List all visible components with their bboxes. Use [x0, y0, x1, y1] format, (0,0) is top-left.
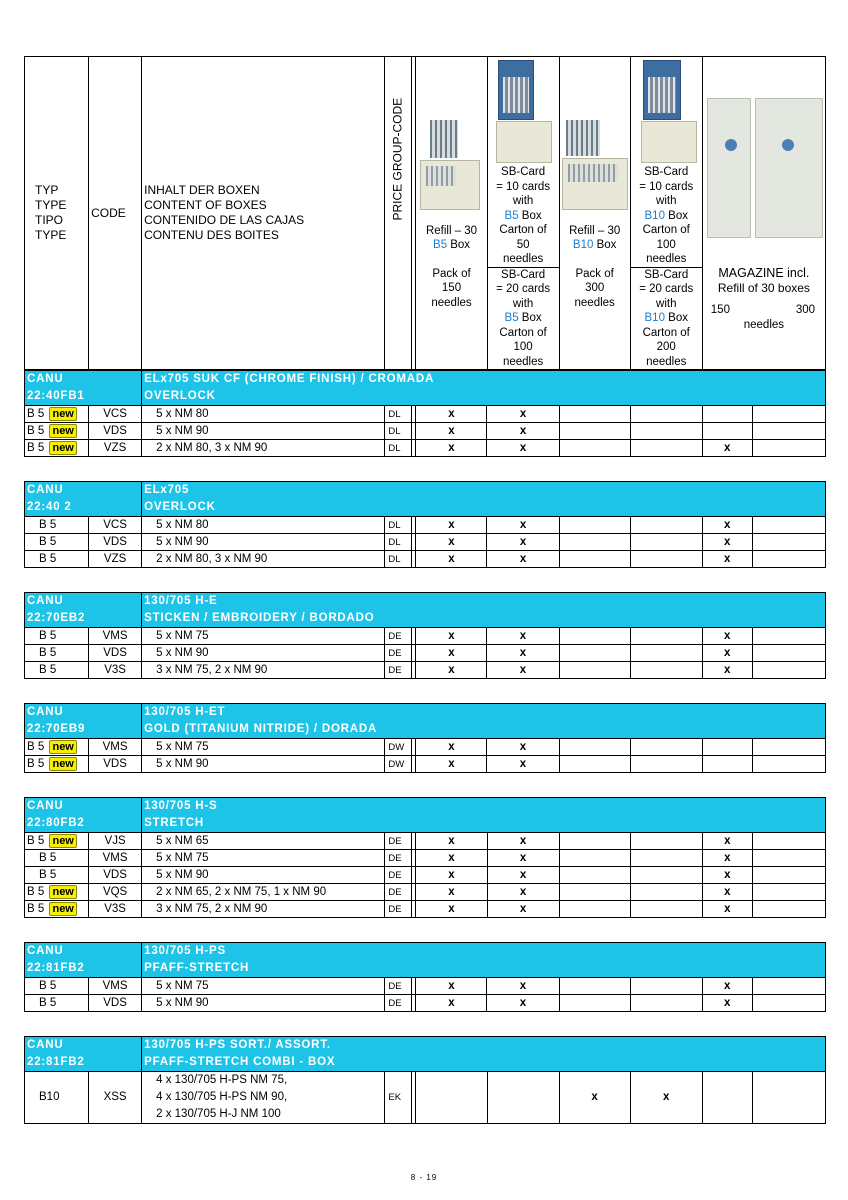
- table-row: [25, 534, 826, 551]
- product-group: [24, 1036, 826, 1124]
- availability-mark: [630, 901, 702, 918]
- price-group-cell: DW: [385, 756, 412, 773]
- availability-mark: [752, 406, 825, 423]
- type-cell: B 5 new: [25, 440, 89, 457]
- type-label-cell: [25, 57, 89, 370]
- availability-mark: x: [487, 440, 559, 457]
- availability-mark: [559, 551, 630, 568]
- content-cell: 5 x NM 90: [142, 423, 385, 440]
- availability-mark: [559, 978, 630, 995]
- availability-mark: [630, 440, 702, 457]
- table-row: [25, 423, 826, 440]
- availability-mark: x: [702, 440, 752, 457]
- availability-mark: [752, 423, 825, 440]
- price-group-cell: DE: [385, 867, 412, 884]
- availability-mark: x: [416, 756, 487, 773]
- table-row: [25, 850, 826, 867]
- availability-mark: x: [416, 406, 487, 423]
- content-cell: 2 x NM 65, 2 x NM 75, 1 x NM 90: [142, 884, 385, 901]
- availability-mark: [752, 901, 825, 918]
- availability-mark: x: [702, 978, 752, 995]
- price-group-cell: DE: [385, 628, 412, 645]
- group-gap: [24, 918, 826, 942]
- content-cell: 5 x NM 75: [142, 628, 385, 645]
- packaging-sb-card-b10: SB-Card = 10 cards with B10 Box Carton of 100 needles SB-Card = 20 cards with B10 Box Carton of 200 needles: [630, 57, 702, 370]
- price-group-cell: DW: [385, 739, 412, 756]
- table-row: [25, 884, 826, 901]
- new-badge: new: [49, 757, 76, 771]
- availability-mark: x: [630, 1072, 702, 1124]
- content-cell: 5 x NM 90: [142, 867, 385, 884]
- availability-mark: x: [416, 551, 487, 568]
- code-cell: VJS: [89, 833, 142, 850]
- availability-mark: [752, 867, 825, 884]
- availability-mark: [416, 1072, 487, 1124]
- group-title: 130/705 H-PS PFAFF-STRETCH: [142, 943, 826, 978]
- availability-mark: [630, 756, 702, 773]
- availability-mark: x: [487, 517, 559, 534]
- price-group-cell: DE: [385, 995, 412, 1012]
- availability-mark: [630, 662, 702, 679]
- code-cell: VDS: [89, 995, 142, 1012]
- table-row: [25, 645, 826, 662]
- packaging-sb-card-b5: SB-Card = 10 cards with B5 Box Carton of 50 needles SB-Card = 20 cards with B5 Box Carton of 100 needles: [487, 57, 559, 370]
- type-cell: B 5 new: [25, 833, 89, 850]
- content-cell: 5 x NM 90: [142, 756, 385, 773]
- availability-mark: x: [487, 534, 559, 551]
- table-row: [25, 1072, 826, 1124]
- content-cell: 5 x NM 65: [142, 833, 385, 850]
- table-row: [25, 756, 826, 773]
- group-brand-code: CANU 22:81FB2: [25, 943, 142, 978]
- new-badge: new: [49, 740, 76, 754]
- contents-label-fr: CONTENU DES BOITES: [144, 228, 279, 242]
- availability-mark: [752, 1072, 825, 1124]
- availability-mark: [559, 901, 630, 918]
- availability-mark: x: [416, 978, 487, 995]
- group-brand-code: CANU 22:40FB1: [25, 371, 142, 406]
- availability-mark: [559, 406, 630, 423]
- sb-card-b5-image: [488, 57, 559, 165]
- availability-mark: [752, 978, 825, 995]
- availability-mark: x: [487, 645, 559, 662]
- content-cell: 5 x NM 75: [142, 978, 385, 995]
- group-title: 130/705 H-E STICKEN / EMBROIDERY / BORDADO: [142, 593, 826, 628]
- group-brand-code: CANU 22:80FB2: [25, 798, 142, 833]
- new-badge: new: [49, 902, 76, 916]
- availability-mark: [702, 423, 752, 440]
- table-row: [25, 833, 826, 850]
- header-table: [24, 56, 826, 370]
- code-cell: VZS: [89, 440, 142, 457]
- availability-mark: x: [416, 662, 487, 679]
- availability-mark: [752, 551, 825, 568]
- group-brand-code: CANU 22:70EB9: [25, 704, 142, 739]
- type-label-es: TIPO: [35, 213, 64, 227]
- availability-mark: [630, 995, 702, 1012]
- availability-mark: [630, 517, 702, 534]
- group-gap: [24, 568, 826, 592]
- group-gap: [24, 457, 826, 481]
- availability-mark: [487, 1072, 559, 1124]
- sb-card-b10-image: [631, 57, 702, 165]
- availability-mark: x: [416, 833, 487, 850]
- availability-mark: x: [416, 901, 487, 918]
- availability-mark: [752, 833, 825, 850]
- availability-mark: [559, 833, 630, 850]
- price-group-cell: DL: [385, 551, 412, 568]
- availability-mark: x: [487, 833, 559, 850]
- content-cell: 3 x NM 75, 2 x NM 90: [142, 901, 385, 918]
- availability-mark: x: [702, 517, 752, 534]
- type-label-en: TYPE: [35, 198, 67, 212]
- magazine-subtitle: Refill of 30 boxes: [717, 280, 810, 295]
- group-title: 130/705 H-PS SORT./ ASSORT. PFAFF-STRETCH COMBI - BOX: [142, 1037, 826, 1072]
- price-group-cell: DL: [385, 406, 412, 423]
- contents-label-en: CONTENT OF BOXES: [144, 198, 267, 212]
- price-group-cell: DL: [385, 440, 412, 457]
- type-label-de: TYP: [35, 183, 59, 197]
- product-group: [24, 481, 826, 568]
- availability-mark: x: [559, 1072, 630, 1124]
- availability-mark: [752, 645, 825, 662]
- availability-mark: x: [702, 645, 752, 662]
- availability-mark: x: [416, 534, 487, 551]
- availability-mark: x: [487, 850, 559, 867]
- group-title: ELx705 SUK CF (CHROME FINISH) / CROMADA OVERLOCK: [142, 371, 826, 406]
- content-cell: 5 x NM 80: [142, 406, 385, 423]
- content-cell: 5 x NM 90: [142, 645, 385, 662]
- table-row: [25, 551, 826, 568]
- product-group: [24, 942, 826, 1012]
- availability-mark: [752, 517, 825, 534]
- availability-mark: x: [702, 833, 752, 850]
- availability-mark: x: [487, 901, 559, 918]
- availability-mark: x: [702, 884, 752, 901]
- price-group-cell: DE: [385, 850, 412, 867]
- price-group-cell: DL: [385, 534, 412, 551]
- group-brand-code: CANU 22:40 2: [25, 482, 142, 517]
- type-label-fr: TYPE: [35, 228, 67, 242]
- availability-mark: x: [487, 423, 559, 440]
- availability-mark: [630, 833, 702, 850]
- code-cell: XSS: [89, 1072, 142, 1124]
- availability-mark: [559, 850, 630, 867]
- price-group-cell: DE: [385, 833, 412, 850]
- group-gap: [24, 773, 826, 797]
- content-cell: 5 x NM 90: [142, 995, 385, 1012]
- availability-mark: x: [702, 850, 752, 867]
- availability-mark: x: [487, 739, 559, 756]
- type-cell: B 5 new: [25, 756, 89, 773]
- availability-mark: x: [487, 662, 559, 679]
- availability-mark: x: [487, 756, 559, 773]
- availability-mark: [752, 850, 825, 867]
- availability-mark: x: [487, 978, 559, 995]
- availability-mark: [630, 867, 702, 884]
- new-badge: new: [49, 885, 76, 899]
- price-group-cell: DE: [385, 901, 412, 918]
- availability-mark: x: [702, 551, 752, 568]
- type-cell: B 5: [25, 551, 89, 568]
- code-cell: VDS: [89, 423, 142, 440]
- group-title: 130/705 H-S STRETCH: [142, 798, 826, 833]
- price-group-cell: DL: [385, 423, 412, 440]
- availability-mark: x: [416, 645, 487, 662]
- code-cell: VMS: [89, 850, 142, 867]
- code-cell: VDS: [89, 756, 142, 773]
- code-cell: VCS: [89, 517, 142, 534]
- availability-mark: x: [487, 884, 559, 901]
- availability-mark: [559, 423, 630, 440]
- magazine-image: [703, 94, 825, 240]
- type-cell: B 5 new: [25, 901, 89, 918]
- content-cell: 3 x NM 75, 2 x NM 90: [142, 662, 385, 679]
- table-row: [25, 867, 826, 884]
- availability-mark: [630, 423, 702, 440]
- availability-mark: [702, 739, 752, 756]
- availability-mark: x: [416, 423, 487, 440]
- contents-label-es: CONTENIDO DE LAS CAJAS: [144, 213, 305, 227]
- type-cell: B 5: [25, 978, 89, 995]
- type-cell: B 5: [25, 645, 89, 662]
- group-brand-code: CANU 22:70EB2: [25, 593, 142, 628]
- group-title: 130/705 H-ET GOLD (TITANIUM NITRIDE) / DORADA: [142, 704, 826, 739]
- availability-mark: x: [416, 440, 487, 457]
- content-cell: 5 x NM 90: [142, 534, 385, 551]
- type-cell: B 5: [25, 850, 89, 867]
- availability-mark: [752, 534, 825, 551]
- availability-mark: [702, 756, 752, 773]
- availability-mark: [559, 756, 630, 773]
- type-cell: B 5: [25, 867, 89, 884]
- product-group: [24, 370, 826, 457]
- type-cell: B10: [25, 1072, 89, 1124]
- new-badge: new: [49, 424, 76, 438]
- type-cell: B 5: [25, 517, 89, 534]
- availability-mark: [630, 406, 702, 423]
- availability-mark: [559, 867, 630, 884]
- refill-b5-image: [416, 116, 486, 224]
- availability-mark: x: [487, 551, 559, 568]
- product-group: [24, 797, 826, 918]
- code-cell: VCS: [89, 406, 142, 423]
- group-brand-code: CANU 22:81FB2: [25, 1037, 142, 1072]
- magazine-qty-300: 300: [795, 304, 815, 316]
- contents-label-de: INHALT DER BOXEN: [144, 183, 260, 197]
- type-cell: B 5 new: [25, 739, 89, 756]
- price-group-cell: DE: [385, 662, 412, 679]
- refill-b10-image: [560, 116, 630, 224]
- content-cell: 5 x NM 75: [142, 850, 385, 867]
- type-cell: B 5 new: [25, 884, 89, 901]
- availability-mark: x: [416, 517, 487, 534]
- availability-mark: [630, 551, 702, 568]
- availability-mark: [559, 662, 630, 679]
- availability-mark: [630, 628, 702, 645]
- table-row: [25, 440, 826, 457]
- code-label: CODE: [89, 57, 142, 370]
- availability-mark: [559, 517, 630, 534]
- availability-mark: [702, 406, 752, 423]
- code-cell: VDS: [89, 645, 142, 662]
- magazine-qty-150: 150: [710, 304, 730, 316]
- availability-mark: [559, 645, 630, 662]
- availability-mark: x: [416, 850, 487, 867]
- availability-mark: [630, 739, 702, 756]
- availability-mark: [752, 739, 825, 756]
- type-cell: B 5: [25, 662, 89, 679]
- availability-mark: x: [487, 628, 559, 645]
- price-group-label: PRICE GROUP-CODE: [390, 97, 405, 220]
- content-cell: 2 x NM 80, 3 x NM 90: [142, 551, 385, 568]
- availability-mark: [752, 440, 825, 457]
- table-row: [25, 901, 826, 918]
- new-badge: new: [49, 834, 76, 848]
- price-group-header: [385, 57, 412, 370]
- table-row: [25, 628, 826, 645]
- price-group-cell: DL: [385, 517, 412, 534]
- availability-mark: [630, 645, 702, 662]
- availability-mark: x: [702, 628, 752, 645]
- availability-mark: [752, 995, 825, 1012]
- availability-mark: x: [416, 739, 487, 756]
- table-row: [25, 406, 826, 423]
- availability-mark: [630, 884, 702, 901]
- table-row: [25, 517, 826, 534]
- availability-mark: [752, 662, 825, 679]
- availability-mark: [752, 756, 825, 773]
- price-group-cell: DE: [385, 978, 412, 995]
- product-groups: [24, 370, 826, 1124]
- availability-mark: x: [416, 628, 487, 645]
- price-group-cell: DE: [385, 645, 412, 662]
- code-cell: VMS: [89, 628, 142, 645]
- code-cell: VQS: [89, 884, 142, 901]
- code-cell: VMS: [89, 739, 142, 756]
- group-title: ELx705 OVERLOCK: [142, 482, 826, 517]
- availability-mark: [752, 884, 825, 901]
- group-gap: [24, 1012, 826, 1036]
- availability-mark: [559, 628, 630, 645]
- group-gap: [24, 679, 826, 703]
- availability-mark: x: [416, 995, 487, 1012]
- page-number: 8 - 19: [410, 1173, 438, 1182]
- content-cell: 4 x 130/705 H-PS NM 75, 4 x 130/705 H-PS NM 90, 2 x 130/705 H-J NM 100: [142, 1072, 385, 1124]
- availability-mark: x: [416, 867, 487, 884]
- table-row: [25, 739, 826, 756]
- new-badge: new: [49, 407, 76, 421]
- contents-label-cell: [142, 57, 385, 370]
- availability-mark: [630, 978, 702, 995]
- availability-mark: x: [702, 995, 752, 1012]
- availability-mark: x: [702, 867, 752, 884]
- code-cell: V3S: [89, 662, 142, 679]
- code-cell: V3S: [89, 901, 142, 918]
- availability-mark: [630, 850, 702, 867]
- catalog-sheet: [24, 56, 826, 1124]
- availability-mark: x: [702, 662, 752, 679]
- code-cell: VMS: [89, 978, 142, 995]
- packaging-magazine: MAGAZINE incl. Refill of 30 boxes 150 300 needles: [702, 57, 825, 370]
- type-cell: B 5: [25, 628, 89, 645]
- content-cell: 2 x NM 80, 3 x NM 90: [142, 440, 385, 457]
- type-cell: B 5 new: [25, 406, 89, 423]
- packaging-refill-b10: Refill – 30 B10 Box Pack of 300 needles: [559, 57, 630, 370]
- packaging-refill-b5: Refill – 30 B5 Box Pack of 150 needles: [416, 57, 487, 370]
- availability-mark: x: [702, 901, 752, 918]
- type-cell: B 5: [25, 534, 89, 551]
- content-cell: 5 x NM 80: [142, 517, 385, 534]
- type-cell: B 5: [25, 995, 89, 1012]
- availability-mark: [752, 628, 825, 645]
- availability-mark: x: [702, 534, 752, 551]
- availability-mark: [559, 739, 630, 756]
- new-badge: new: [49, 441, 76, 455]
- price-group-cell: EK: [385, 1072, 412, 1124]
- availability-mark: x: [487, 867, 559, 884]
- availability-mark: [559, 884, 630, 901]
- code-cell: VZS: [89, 551, 142, 568]
- availability-mark: [559, 440, 630, 457]
- table-row: [25, 995, 826, 1012]
- content-cell: 5 x NM 75: [142, 739, 385, 756]
- availability-mark: x: [416, 884, 487, 901]
- table-row: [25, 978, 826, 995]
- availability-mark: [559, 534, 630, 551]
- product-group: [24, 703, 826, 773]
- type-cell: B 5 new: [25, 423, 89, 440]
- code-cell: VDS: [89, 534, 142, 551]
- availability-mark: [630, 534, 702, 551]
- table-row: [25, 662, 826, 679]
- availability-mark: [702, 1072, 752, 1124]
- price-group-cell: DE: [385, 884, 412, 901]
- product-group: [24, 592, 826, 679]
- availability-mark: x: [487, 995, 559, 1012]
- code-cell: VDS: [89, 867, 142, 884]
- availability-mark: x: [487, 406, 559, 423]
- availability-mark: [559, 995, 630, 1012]
- magazine-title: MAGAZINE incl.: [718, 266, 810, 280]
